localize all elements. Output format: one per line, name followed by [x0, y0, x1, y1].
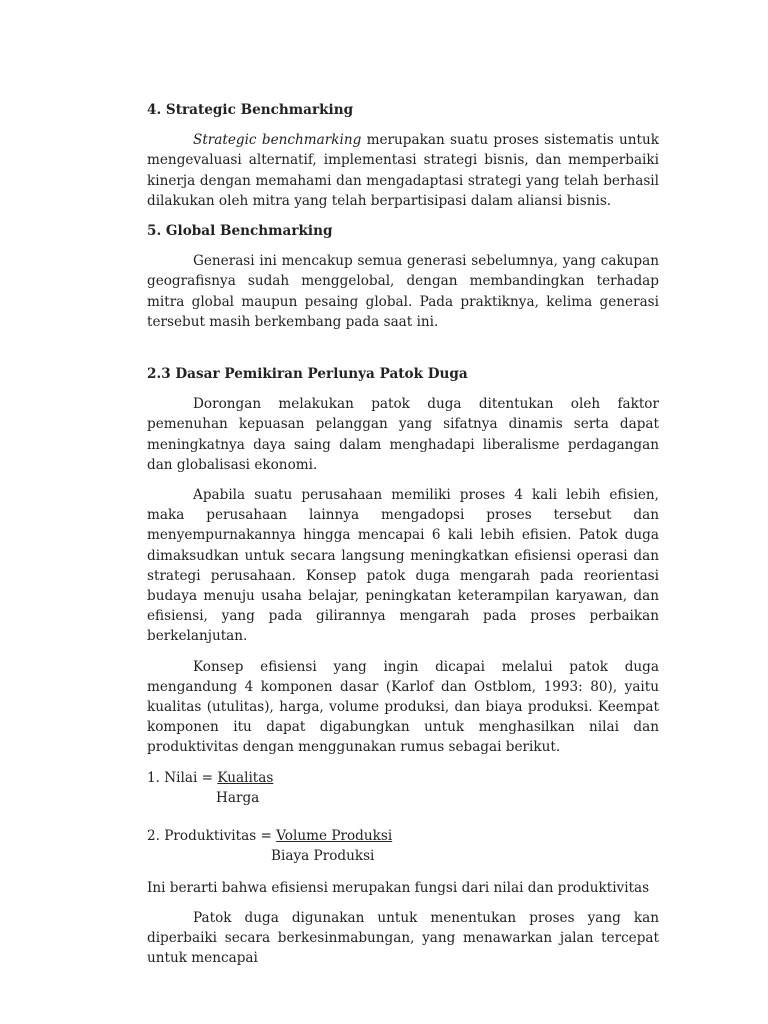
section-2-3-paragraph-4: Patok duga digunakan untuk menentukan proses yang kan diperbaiki secara berkesinmabungan, yang menawarkan jalan tercepat untuk mencapai [147, 909, 659, 967]
formula-nilai [147, 768, 659, 808]
section-4-heading: 4. Strategic Benchmarking [147, 102, 354, 118]
formula-nilai-numerator: Kualitas [217, 769, 274, 786]
section-2-3-paragraph-1: Dorongan melakukan patok duga ditentukan oleh faktor pemenuhan kepuasan pelanggan yang sifatnya dinamis serta dapat meningkatnya daya saing dalam menghadapi liberalisme perdagangan dan globalisasi ekonomi. [147, 396, 659, 473]
section-4-body: merupakan suatu proses sistematis untuk mengevaluasi alternatif, implementasi strategi bisnis, dan memperbaiki kinerja dengan memahami dan mengadaptasi strategi yang telah berhasil dilakukan oleh mitra yang telah berpartisipasi dalam aliansi bisnis. [147, 132, 659, 209]
section-5-paragraph: Generasi ini mencakup semua generasi sebelumnya, yang cakupan geografisnya sudah menggelobal, dengan membandingkan terhadap mitra global maupun pesaing global. Pada praktiknya, kelima generasi tersebut masih berkembang pada saat ini. [147, 253, 659, 330]
formula-nilai-label: 1. Nilai = [147, 769, 218, 786]
section-2-3-paragraph-2: Apabila suatu perusahaan memiliki proses 4 kali lebih efisien, maka perusahaan lainnya mengadopsi proses tersebut dan menyempurnakannya hingga mencapai 6 kali lebih efisien. Patok duga dimaksudkan untuk secara langsung meningkatkan efisiensi operasi dan strategi perusahaan. Konsep patok duga mengarah pada reorientasi budaya menuju usaha belajar, peningkatan keterampilan karyawan, dan efisiensi, yang pada gilirannya mengarah pada proses perbaikan berkelanjutan. [147, 487, 659, 645]
document-page [147, 100, 659, 969]
formula-produktivitas [147, 826, 659, 866]
section-5-heading: 5. Global Benchmarking [147, 223, 333, 240]
strategic-benchmarking-term: Strategic benchmarking [193, 132, 362, 149]
section-2-3-paragraph-3: Konsep efisiensi yang ingin dicapai melalui patok duga mengandung 4 komponen dasar (Karlof dan Ostblom, 1993: 80), yaitu kualitas (utulitas), harga, volume produksi, dan biaya produksi. Keempat komponen itu dapat digabungkan untuk menghasilkan nilai dan produktivitas dengan menggunakan rumus sebagai berikut. [147, 658, 659, 756]
section-2-3-heading: 2.3 Dasar Pemikiran Perlunya Patok Duga [147, 366, 468, 383]
formula-produktivitas-denominator: Biaya Produksi [271, 847, 375, 864]
section-4-paragraph [147, 130, 659, 211]
formula-nilai-denominator: Harga [216, 789, 260, 806]
formula-produktivitas-numerator: Volume Produksi [276, 827, 393, 844]
formula-produktivitas-label: 2. Produktivitas = [147, 827, 277, 844]
conclusion-line: Ini berarti bahwa efisiensi merupakan fungsi dari nilai dan produktivitas [147, 879, 650, 896]
